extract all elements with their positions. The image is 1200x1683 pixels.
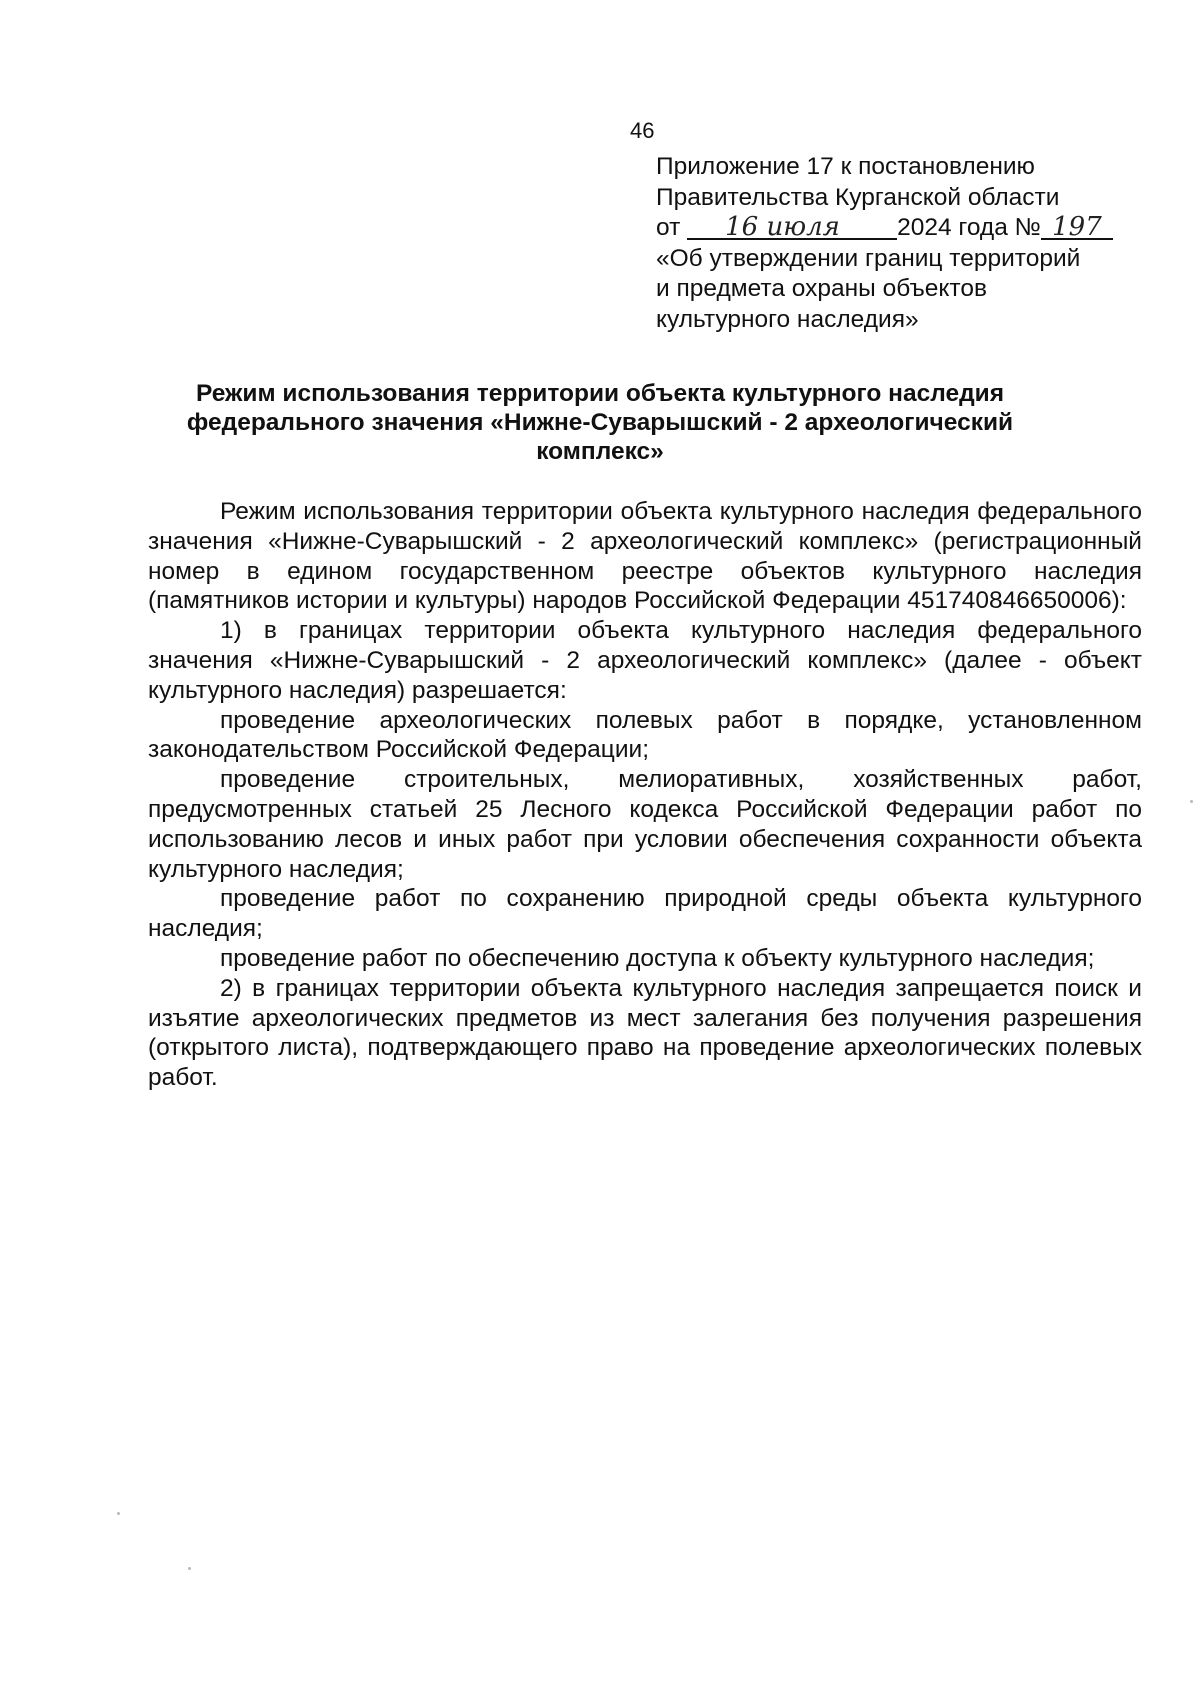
scan-speck	[117, 1512, 120, 1515]
document-title: Режим использования территории объекта культурного наследия федерального значения «Нижне-Суварышский - 2 археологический комплекс»	[186, 380, 1014, 465]
appendix-header	[656, 152, 1136, 336]
document-body	[148, 497, 1142, 1093]
handwritten-date: 16 июля	[687, 216, 897, 240]
body-paragraph: проведение строительных, мелиоративных, хозяйственных работ, предусмотренных статьей 25 Лесного кодекса Российской Федерации работ по использованию лесов и иных работ при условии обеспечения сохранности объекта культурного наследия;	[148, 766, 1142, 883]
appendix-line-1: Приложение 17 к постановлению	[656, 153, 1035, 180]
body-paragraph: проведение работ по сохранению природной среды объекта культурного наследия;	[148, 885, 1142, 943]
appendix-line-2: Правительства Курганской области	[656, 183, 1060, 211]
page-number: 46	[630, 118, 655, 143]
handwritten-number: 197	[1041, 216, 1113, 240]
body-paragraph: проведение археологических полевых работ в порядке, установленном законодательством Российской Федерации;	[148, 706, 1142, 764]
appendix-line-5: и предмета охраны объектов	[656, 275, 987, 303]
appendix-date-prefix: от	[656, 214, 681, 242]
appendix-line-3	[656, 213, 1136, 244]
appendix-line-6: культурного наследия»	[656, 305, 919, 333]
body-paragraph: проведение работ по обеспечению доступа к объекту культурного наследия;	[220, 944, 1095, 972]
body-paragraph: 1) в границах территории объекта культурного наследия федерального значения «Нижне-Суварышский - 2 археологический комплекс» (далее - объект культурного наследия) разрешается:	[148, 617, 1142, 704]
scan-speck	[1190, 800, 1193, 803]
appendix-line-4: «Об утверждении границ территорий	[656, 244, 1081, 272]
body-paragraph: 2) в границах территории объекта культурного наследия запрещается поиск и изъятие археологических предметов из мест залегания без получения разрешения (открытого листа), подтверждающего право на проведение археологических полевых работ.	[148, 974, 1142, 1092]
scan-speck	[188, 1567, 191, 1570]
appendix-year-label: 2024 года №	[897, 214, 1041, 242]
body-paragraph: Режим использования территории объекта культурного наследия федерального значения «Нижне-Суварышский - 2 археологический комплекс» (регистрационный номер в едином государственном реестре объектов культурного наследия (памятников истории и культуры) народов Российской Федерации 451740846650006):	[148, 498, 1142, 615]
